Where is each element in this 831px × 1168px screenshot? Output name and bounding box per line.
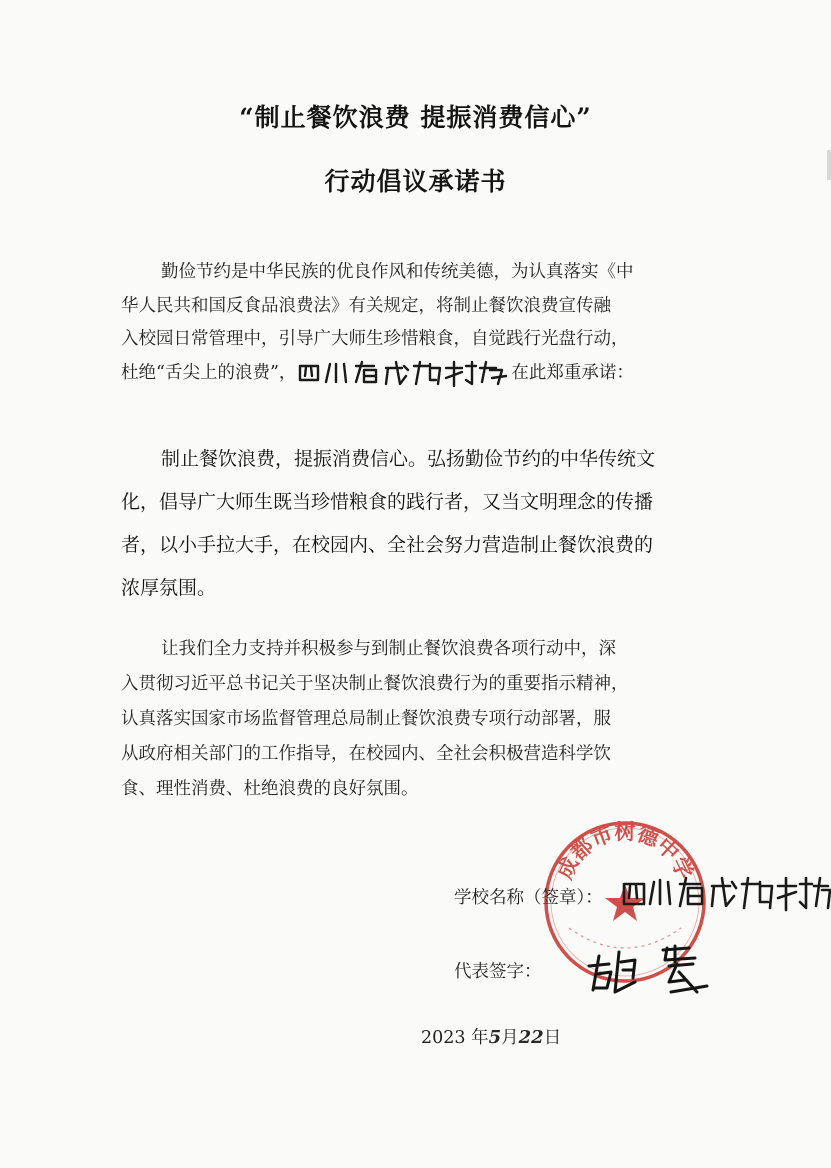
date-day-unit: 日 [543, 1028, 562, 1048]
date-day-handwritten: 22 [518, 1027, 544, 1048]
document-subtitle: 行动倡议承诺书 [324, 167, 507, 196]
school-name-label: 学校名称（签章）： [454, 888, 603, 908]
paragraph-2 [121, 438, 711, 610]
date-month-unit: 月 [501, 1028, 519, 1048]
paragraph-3-line: 从政府相关部门的工作指导，在校园内、全社会积极营造科学饮 [121, 744, 611, 764]
signature-date [421, 1024, 561, 1049]
paragraph-1-line4-start: 杜绝“舌尖上的浪费”， [121, 362, 297, 383]
handwritten-representative-signature [585, 942, 720, 1000]
paragraph-1-line [121, 357, 711, 391]
paragraph-2-line: 化，倡导广大师生既当珍惜粮食的践行者，又当文明理念的传播 [121, 491, 654, 513]
paragraph-3 [121, 632, 711, 807]
paragraph-3-line: 入贯彻习近平总书记关于坚决制止餐饮浪费行为的重要指示精神， [121, 674, 629, 694]
paragraph-1-line: 勤俭节约是中华民族的优良作风和传统美德，为认真落实《中 [161, 262, 634, 282]
paragraph-3-line: 让我们全力支持并积极参与到制止餐饮浪费各项行动中，深 [161, 639, 616, 659]
date-month-handwritten: 5 [488, 1027, 502, 1048]
svg-text:成都市树德中学: 成都市树德中学 [551, 819, 699, 883]
document-title: “制止餐饮浪费 提振消费信心” [239, 103, 592, 132]
paragraph-2-line: 制止餐饮浪费，提振消费信心。弘扬勤俭节约的中华传统文 [161, 448, 656, 470]
date-year: 2023 年 [421, 1028, 489, 1048]
paragraph-2-line: 者，以小手拉大手，在校园内、全社会努力营造制止餐饮浪费的 [121, 534, 654, 556]
handwritten-school-signature [618, 872, 831, 916]
paragraph-3-line: 食、理性消费、杜绝浪费的良好氛围。 [121, 779, 419, 799]
paragraph-1-line: 华人民共和国反食品浪费法》有关规定，将制止餐饮浪费宣传融 [121, 295, 611, 316]
paragraph-1 [121, 256, 711, 390]
paragraph-2-line: 浓厚氛围。 [121, 577, 217, 599]
representative-label: 代表签字： [454, 962, 542, 982]
handwritten-school-name [296, 358, 511, 388]
paragraph-3-line: 认真落实国家市场监督管理总局制止餐饮浪费专项行动部署，服 [121, 709, 611, 729]
paragraph-1-line: 入校园日常管理中，引导广大师生珍惜粮食，自觉践行光盘行动， [121, 329, 629, 349]
paragraph-1-line4-end: 在此郑重承诺： [511, 362, 634, 383]
